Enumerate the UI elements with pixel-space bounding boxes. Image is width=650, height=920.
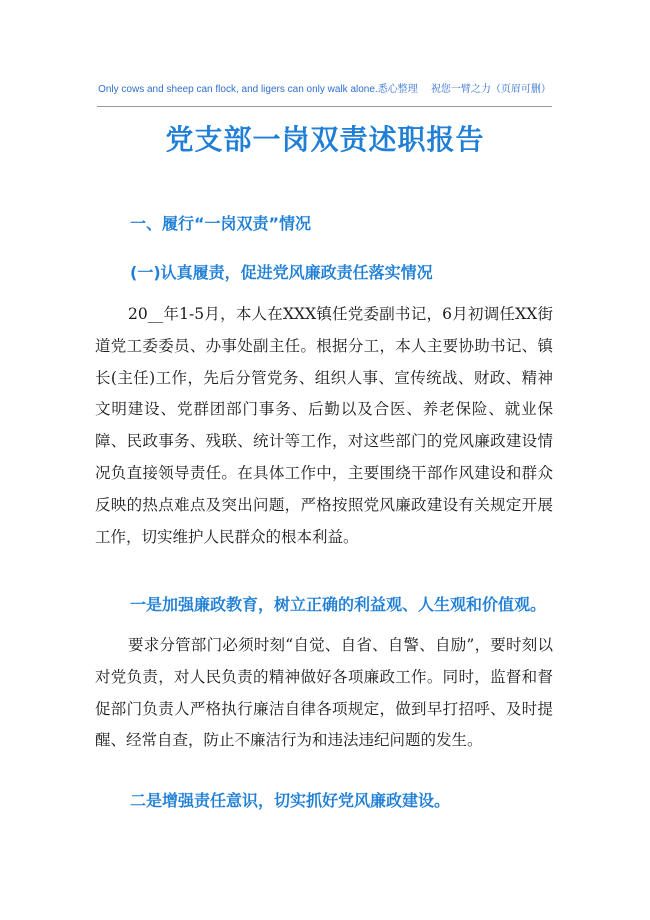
document-title: 党支部一岗双责述职报告 [165,123,485,156]
paragraph-2: 要求分管部门必须时刻“自觉、自省、自警、自励”，要时刻以对党负责，对人民负责的精神做好各项廉政工作。同时，监督和督促部门负责人严格执行廉洁自律各项规定，做到早打招呼、及时提醒、经常自查，防止不廉洁行为和违法违纪问题的发生。 [95,636,553,750]
section-heading-1: 一、履行“一岗双责”情况 [130,214,312,233]
paragraph-1: 20__年1-5月，本人在XXX镇任党委副书记，6月初调任XX街道党工委委员、办事处副主任。根据分工，本人主要协助书记、镇长(主任)工作，先后分管党务、组织人事、宣传统战、财政、精神文明建设、党群团部门事务、后勤以及合医、养老保险、就业保障、民政事务、残联、统计等工作，对这些部门的党风廉政建设情况负直接领导责任。在具体工作中，主要围绕干部作风建设和群众反映的热点难点及突出问题，严格按照党风廉政建设有关规定开展工作，切实维护人民群众的根本利益。 [95,305,553,546]
point-heading-1: 一是加强廉政教育，树立正确的利益观、人生观和价值观。 [130,595,547,614]
point-heading-2: 二是增强责任意识，切实抓好党风廉政建设。 [130,791,451,810]
header-divider [97,106,552,107]
page-header [97,80,552,95]
subsection-heading-1: (一)认真履责，促进党风廉政责任落实情况 [130,263,433,282]
header-english: Only cows and sheep can flock, and ligers can only walk alone. [98,84,378,95]
header-chinese: 悉心整理 祝您一臂之力（页眉可删） [377,84,551,95]
